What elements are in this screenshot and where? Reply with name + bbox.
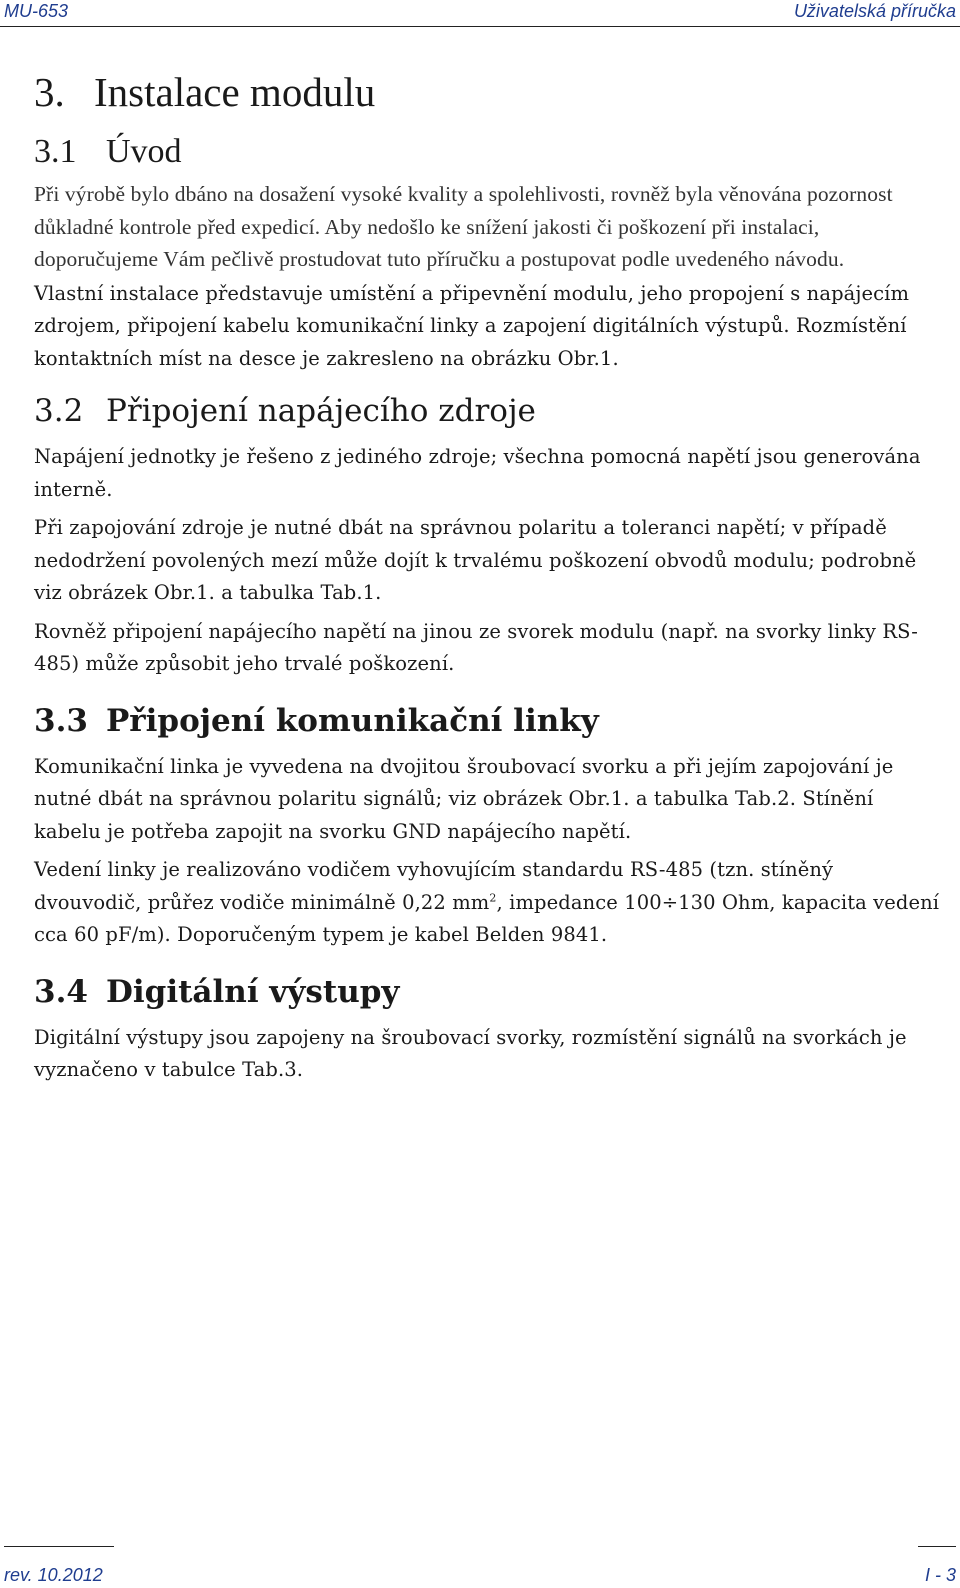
section-heading-3-1	[34, 132, 946, 172]
footer-rule	[4, 1546, 114, 1547]
document-code: MU-653	[4, 1, 69, 21]
running-footer	[0, 1546, 960, 1588]
paragraph: Digitální výstupy jsou zapojeny na šroubovací svorky, rozmístění signálů na svorkách je vyznačeno v tabulce Tab.3.	[34, 1025, 907, 1081]
document-type: Uživatelská příručka	[793, 1, 956, 21]
section-title: Digitální výstupy	[106, 973, 400, 1010]
chapter-heading	[34, 66, 946, 118]
running-header	[0, 0, 960, 27]
page-number: I - 3	[924, 1565, 956, 1585]
section-title: Úvod	[106, 133, 182, 170]
cable-spec-text: Vedení linky je realizováno vodičem vyhovujícím standardu RS-485 (tzn. stíněný dvouvodič, průřez vodiče minimálně 0,22 mm	[34, 858, 834, 914]
section-heading-3-3	[34, 701, 946, 741]
section-body-3-1	[34, 178, 946, 375]
paragraph: Komunikační linka je vyvedena na dvojitou šroubovací svorku a při jejím zapojování je nutné dbát na správnou polaritu signálů; viz obrázek Obr.1. a tabulka Tab.2. Stínění kabelu je potřeba zapojit na svorku GND napájecího napětí.	[34, 754, 894, 843]
section-body-3-2	[34, 441, 946, 681]
paragraph: Vlastní instalace představuje umístění a připevnění modulu, jeho propojení s napájecím zdrojem, připojení kabelu komunikační linky a zapojení digitálních výstupů. Rozmístění kontaktních míst na desce je zakresleno na obrázku Obr.1.	[34, 281, 910, 370]
page-content	[34, 66, 946, 1087]
section-number: 3.4	[34, 973, 88, 1010]
revision-label: rev. 10.2012	[4, 1565, 103, 1585]
section-heading-3-4	[34, 972, 946, 1012]
section-body-3-4	[34, 1022, 946, 1087]
paragraph: Rovněž připojení napájecího napětí na jinou ze svorek modulu (např. na svorky linky RS-485) může způsobit jeho trvalé poškození.	[34, 619, 918, 675]
section-title: Připojení komunikační linky	[106, 702, 599, 739]
paragraph: Při zapojování zdroje je nutné dbát na správnou polaritu a toleranci napětí; v případě nedodržení povolených mezí může dojít k trvalému poškození obvodů modulu; podrobně viz obrázek Obr.1. a tabulka Tab.1.	[34, 516, 917, 604]
section-number: 3.1	[34, 133, 77, 170]
paragraph: Napájení jednotky je řešeno z jediného zdroje; všechna pomocná napětí jsou generována interně.	[34, 445, 921, 501]
superscript: 2	[489, 891, 497, 904]
section-heading-3-2	[34, 391, 946, 431]
cable-spec-paragraph	[34, 854, 946, 952]
chapter-number: 3.	[34, 69, 65, 115]
footer-rule	[918, 1546, 956, 1547]
chapter-title: Instalace modulu	[94, 69, 376, 115]
cable-spec-text: , impedance 100÷130 Ohm, kapacita vedení cca 60 pF/m). Doporučeným typem je kabel Belden 9841.	[34, 890, 940, 946]
section-number: 3.2	[34, 393, 84, 429]
section-title: Připojení napájecího zdroje	[106, 393, 536, 429]
paragraph: Při výrobě bylo dbáno na dosažení vysoké kvality a spolehlivosti, rovněž byla věnována pozornost důkladné kontrole před expedicí. Aby nedošlo ke snížení jakosti či poškození při instalaci, doporučujeme Vám pečlivě prostudovat tuto příručku a postupovat podle uvedeného návodu.	[34, 182, 893, 271]
section-body-3-3	[34, 751, 946, 952]
section-number: 3.3	[34, 702, 88, 739]
